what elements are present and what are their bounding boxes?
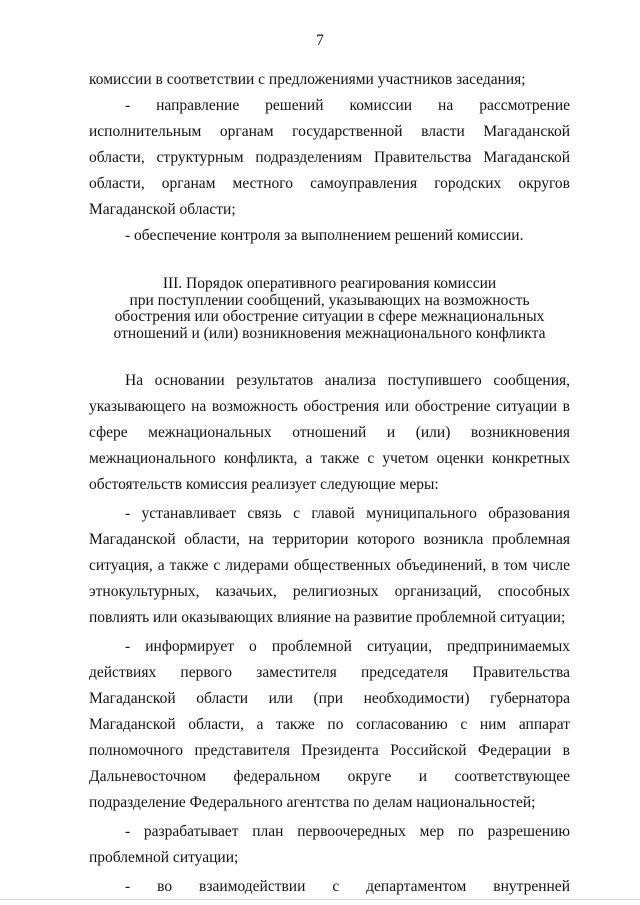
section-heading-line: отношений и (или) возникновения межнационального конфликта	[113, 324, 546, 342]
paragraph-list-item: - разрабатывает план первоочередных мер по разрешению проблемной ситуации;	[89, 823, 570, 866]
paragraph-list-item: - обеспечение контроля за выполнением решений комиссии.	[125, 227, 524, 244]
page-number: 7	[316, 32, 324, 49]
paragraph-list-item: - во взаимодействии с департаментом внутренней	[125, 878, 570, 895]
paragraph-list-item: - направление решений комиссии на рассмотрение исполнительным органам государственной власти Магаданской области, структурным подразделениям Правительства Магаданской области, органам местного самоуправления городских округов Магаданской области;	[89, 97, 570, 218]
paragraph-intro: На основании результатов анализа поступившего сообщения, указывающего на возможность обострения или обострение ситуации в сфере межнациональных отношений и (или) возникновения межнационального конфликта, а также с учетом оценки конкретных обстоятельств комиссия реализует следующие меры:	[89, 372, 570, 493]
section-heading-line: при поступлении сообщений, указывающих на возможность	[129, 291, 530, 309]
document-body	[89, 67, 570, 900]
section-heading	[89, 276, 570, 342]
section-heading-line: III. Порядок оперативного реагирования комиссии	[162, 275, 497, 292]
page-bottom-edge	[0, 899, 640, 900]
paragraph-continuation: комиссии в соответствии с предложениями участников заседания;	[89, 71, 526, 88]
paragraph-list-item: - информирует о проблемной ситуации, предпринимаемых действиях первого заместителя председателя Правительства Магаданской области или (при необходимости) губернатора Магаданской области, а также по согласованию с ним аппарат полномочного представителя Президента Российской Федерации в Дальневосточном федеральном округе и соответствующее подразделение Федерального агентства по делам национальностей;	[89, 638, 570, 811]
paragraph-list-item: - устанавливает связь с главой муниципального образования Магаданской области, на территории которого возникла проблемная ситуация, а также с лидерами общественных объединений, в том числе этнокультурных, казачьих, религиозных организаций, способных повлиять или оказывающих влияние на развитие проблемной ситуации;	[89, 505, 570, 626]
section-heading-line: обострения или обострение ситуации в сфере межнациональных	[114, 308, 545, 325]
